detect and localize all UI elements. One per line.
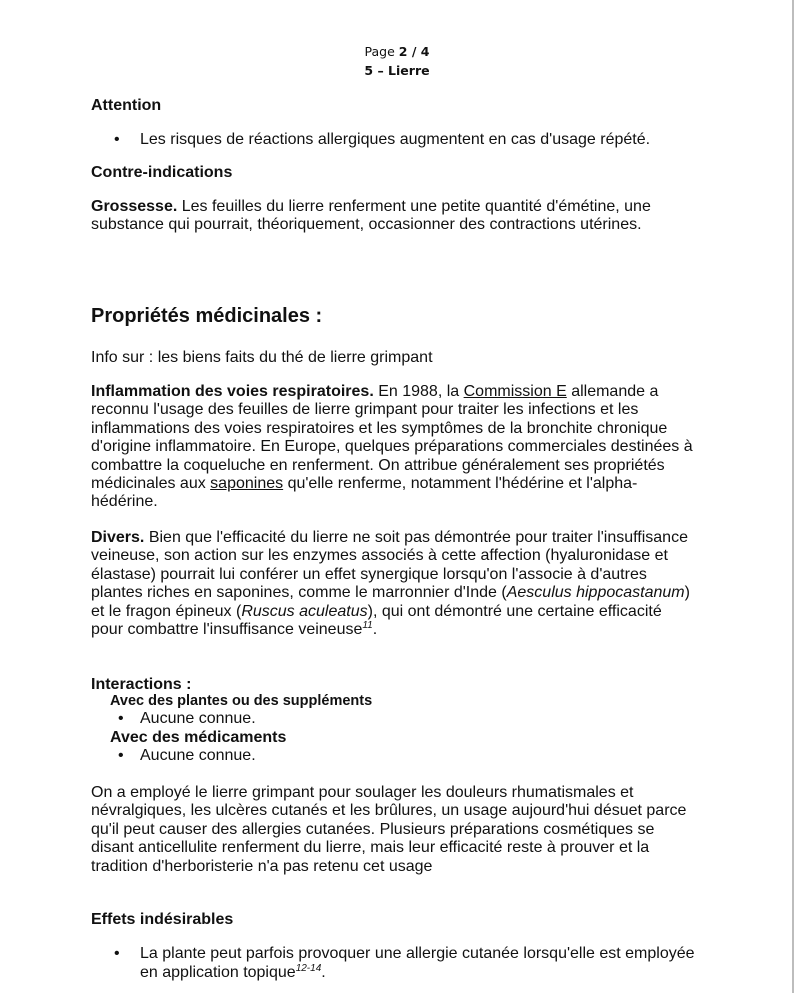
info-line: Info sur : les biens faits du thé de lierre grimpant: [91, 349, 433, 366]
footnote-ref: 11: [362, 620, 373, 632]
bullet-dot: •: [114, 945, 120, 962]
page-number: Page 2 / 4: [364, 44, 430, 59]
footnote-ref: 12-14: [295, 963, 322, 974]
bullet-dot: •: [118, 710, 124, 727]
bullet-dot: •: [114, 131, 120, 148]
usage-paragraph: On a employé le lierre grimpant pour soulager les douleurs rhumatismales et névralgiques, les ulcères cutanés et les brûlures, un usage aujourd'hui désuet parce qu'il peut causer des allergies cutanées. Plusieurs préparations cosmétiques se disant anticellulite renferment du lierre, mais leur efficacité reste à prouver et la tradition d'herboristerie n'a pas retenu cet usage: [91, 784, 687, 875]
interactions-medicaments-heading: Avec des médicaments: [110, 729, 287, 746]
divers-paragraph: Divers. Bien que l'efficacité du lierre ne soit pas démontrée pour traiter l'insuffisance veineuse, son action sur les enzymes associés à cette affection (hyaluronidase et élastase) pourrait lui conférer un effet synergique lorsqu'on l'associe à d'autres plantes riches en saponines, comme le marronnier d'Inde (Aesculus hippocastanum) et le fragon épineux (Ruscus aculeatus), qui ont démontré une certaine efficacité pour combattre l'insuffisance veineuse$^{11}$.: [91, 529, 690, 639]
saponines-link[interactable]: saponines: [210, 475, 284, 493]
bullet-dot: •: [118, 747, 124, 764]
commission-e-link[interactable]: Commission E: [463, 383, 567, 400]
document-page: Page 2 / 4 5 – Lierre Attention • Les risques de réactions allergiques augmentent en cas d'usage répété. Contre-indications Grossesse. Les feuilles du lierre renferment une petite quantité d'émétine, une substance qui pourrait, théoriquement, occasionner des contractions utérines. Propriétés médicinales : Info sur : les biens faits du thé de lierre grimpant Inflammation des voies respiratoires. En 1988, la Commission E allemande a reconnu l'usage des feuilles de lierre grimpant pour traiter les infections et les inflammations des voies respiratoires et les symptômes de la bronchite chronique d'origine inflammatoire. En Europe, quelques préparations commerciales destinées à combattre la coqueluche en renferment. On attribue généralement ses propriétés médicinales aux saponines qu'elle renferme, notamment l'hédérine et l'alpha- hédérine. Divers. Bien que l'efficacité du lierre ne soit pas démontrée pour traiter l'insuffisance veineuse, son action sur les enzymes associés à cette affection (hyaluronidase et élastase) pourrait lui conférer un effet synergique lorsqu'on l'associe à d'autres plantes riches en saponines, comme le marronnier d'Inde (Aesculus hippocastanum) et le fragon épineux (Ruscus aculeatus), qui ont démontré une certaine efficacité pour combattre l'insuffisance veineuse$^{11}$. Interactions : Avec des plantes ou des suppléments • Aucune connue. Avec des médicaments • Aucune connue. On a employé le lierre grimpant pour soulager les douleurs rhumatismales et névralgiques, les ulcères cutanés et les brûlures, un usage aujourd'hui désuet parce qu'il peut causer des allergies cutanées. Plusieurs préparations cosmétiques se disant anticellulite renferment du lierre, mais leur efficacité reste à prouver et la tradition d'herboristerie n'a pas retenu cet usage Effets indésirables • La plante peut parfois provoquer une allergie cutanée lorsqu'elle est employée en application topique$^{12-14}$.: [0, 0, 794, 993]
grossesse-paragraph: Grossesse. Les feuilles du lierre renferment une petite quantité d'émétine, une substance qui pourrait, théoriquement, occasionner des contractions utérines.: [91, 198, 651, 234]
contre-indications-heading: Contre-indications: [91, 164, 233, 181]
proprietes-heading: Propriétés médicinales :: [91, 305, 323, 327]
inflammation-paragraph: Inflammation des voies respiratoires. En 1988, la Commission E allemande a reconnu l'usage des feuilles de lierre grimpant pour traiter les infections et les inflammations des voies respiratoires et les symptômes de la bronchite chronique d'origine inflammatoire. En Europe, quelques préparations commerciales destinées à combattre la coqueluche en renferment. On attribue généralement ses propriétés médicinales aux saponines qu'elle renferme, notamment l'hédérine et l'alpha- hédérine.: [91, 383, 693, 511]
interactions-heading: Interactions :: [91, 676, 192, 693]
attention-heading: Attention: [91, 97, 162, 114]
page-header: [0, 42, 794, 80]
section-title: 5 – Lierre: [364, 63, 430, 78]
effets-heading: Effets indésirables: [91, 911, 234, 928]
interactions-plantes-heading: Avec des plantes ou des suppléments: [110, 693, 373, 709]
